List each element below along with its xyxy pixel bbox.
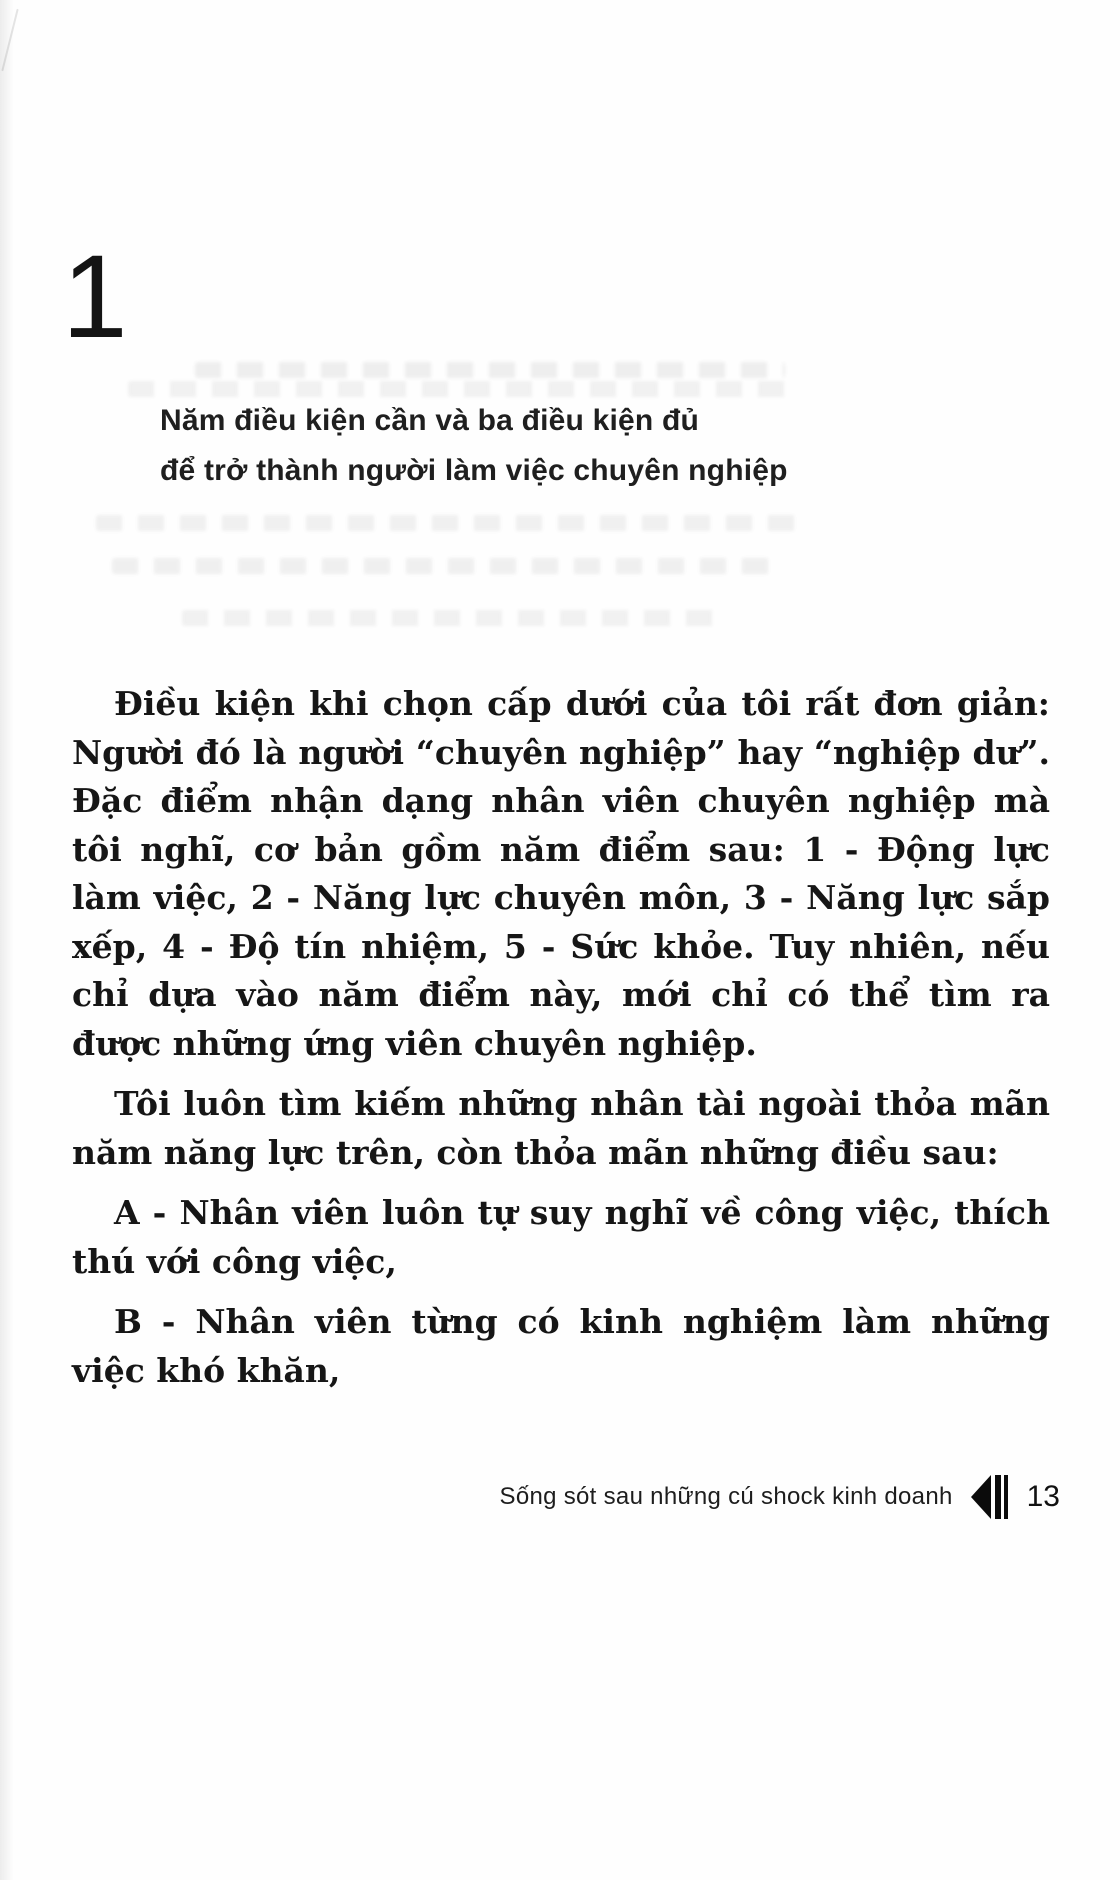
bleed-through-text-line xyxy=(128,381,796,397)
bleed-through-text-line xyxy=(112,558,772,574)
body-paragraph-3: A - Nhân viên luôn tự suy nghĩ về công việc, thích thú với công việc, xyxy=(72,1193,1050,1281)
bleed-through-text-line xyxy=(182,610,722,626)
body-paragraph-1: Điều kiện khi chọn cấp dưới của tôi rất đơn giản: Người đó là người “chuyên nghiệp” hay “nghiệp dư”. Đặc điểm nhận dạng nhân viên chuyên nghiệp mà tôi nghĩ, cơ bản gồm năm điểm sau: 1 - Động lực làm việc, 2 - Năng lực chuyên môn, 3 - Năng lực sắp xếp, 4 - Độ tín nhiệm, 5 - Sức khỏe. Tuy nhiên, nếu chỉ dựa vào năm điểm này, mới chỉ có thể tìm ra được những ứng viên chuyên nghiệp. xyxy=(72,684,1050,1063)
footer-page-number: 13 xyxy=(1026,1480,1060,1513)
page-footer xyxy=(500,1474,1060,1520)
body-paragraph-4: B - Nhân viên từng có kinh nghiệm làm những việc khó khăn, xyxy=(72,1302,1050,1390)
chapter-title xyxy=(160,396,788,496)
book-logo-icon xyxy=(969,1474,1011,1520)
bleed-through-text-line xyxy=(195,362,785,378)
chapter-title-line1: Năm điều kiện cần và ba điều kiện đủ xyxy=(160,404,700,437)
footer-book-title: Sống sót sau những cú shock kinh doanh xyxy=(499,1483,953,1510)
chapter-title-line2: để trở thành người làm việc chuyên nghiệp xyxy=(160,454,788,487)
chapter-number: 1 xyxy=(62,231,128,363)
body-paragraph-2: Tôi luôn tìm kiếm những nhân tài ngoài thỏa mãn năm năng lực trên, còn thỏa mãn những điều sau: xyxy=(72,1084,1050,1172)
scan-artifact-line xyxy=(1,9,18,72)
body-text xyxy=(72,680,1050,1407)
bleed-through-text-line xyxy=(96,515,796,531)
